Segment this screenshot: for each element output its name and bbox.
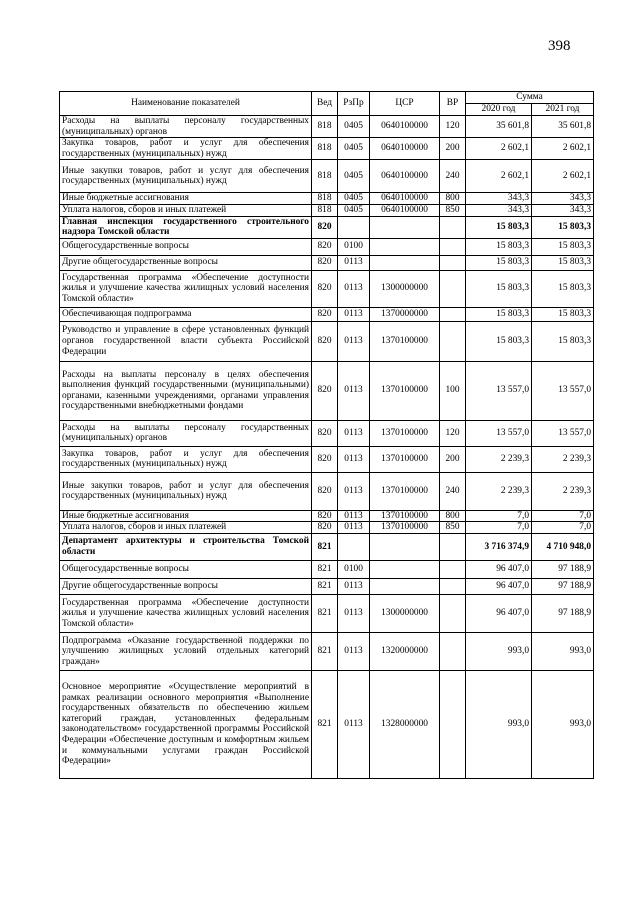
row-csr: 1370100000 — [370, 361, 440, 420]
row-rzpr: 0113 — [338, 270, 370, 307]
table-row — [60, 255, 594, 270]
row-name: Другие общегосударственные вопросы — [60, 578, 312, 594]
table-row — [60, 670, 594, 778]
table-row — [60, 446, 594, 472]
row-name: Обеспечивающая подпрограмма — [60, 307, 312, 321]
row-ved: 818 — [312, 193, 338, 205]
row-sum-2021: 15 803,3 — [532, 321, 594, 361]
row-sum-2020: 15 803,3 — [466, 270, 532, 307]
row-sum-2021: 4 710 948,0 — [532, 533, 594, 560]
row-sum-2021: 15 803,3 — [532, 307, 594, 321]
page-number: 398 — [548, 38, 571, 54]
table-row — [60, 216, 594, 238]
row-rzpr: 0113 — [338, 446, 370, 472]
row-ved: 818 — [312, 160, 338, 193]
row-csr — [370, 533, 440, 560]
row-rzpr: 0405 — [338, 193, 370, 205]
row-vr: 100 — [440, 361, 466, 420]
row-name: Уплата налогов, сборов и иных платежей — [60, 522, 312, 534]
row-sum-2020: 96 407,0 — [466, 578, 532, 594]
row-csr: 0640100000 — [370, 160, 440, 193]
row-vr: 240 — [440, 160, 466, 193]
row-name: Государственная программа «Обеспечение доступности жилья и улучшение качества жилищных условий населения Томской области» — [60, 594, 312, 632]
row-sum-2021: 2 602,1 — [532, 160, 594, 193]
row-rzpr: 0113 — [338, 510, 370, 522]
row-rzpr: 0113 — [338, 361, 370, 420]
row-vr — [440, 238, 466, 255]
row-ved: 820 — [312, 472, 338, 510]
table-row — [60, 533, 594, 560]
row-vr — [440, 307, 466, 321]
row-ved: 818 — [312, 138, 338, 160]
table-row — [60, 138, 594, 160]
row-vr — [440, 533, 466, 560]
row-sum-2021: 2 239,3 — [532, 472, 594, 510]
row-name: Иные бюджетные ассигнования — [60, 510, 312, 522]
row-rzpr: 0405 — [338, 204, 370, 216]
row-ved: 820 — [312, 522, 338, 534]
table-row — [60, 160, 594, 193]
row-name: Иные бюджетные ассигнования — [60, 193, 312, 205]
header-sum: Сумма — [466, 92, 594, 104]
row-vr — [440, 270, 466, 307]
row-ved: 818 — [312, 116, 338, 138]
row-rzpr: 0113 — [338, 594, 370, 632]
row-vr — [440, 578, 466, 594]
row-vr — [440, 594, 466, 632]
row-sum-2020: 993,0 — [466, 632, 532, 670]
row-csr — [370, 216, 440, 238]
row-csr: 0640100000 — [370, 193, 440, 205]
row-vr: 800 — [440, 193, 466, 205]
row-sum-2020: 35 601,8 — [466, 116, 532, 138]
row-vr: 850 — [440, 522, 466, 534]
row-rzpr: 0113 — [338, 307, 370, 321]
row-name: Главная инспекция государственного строительного надзора Томской области — [60, 216, 312, 238]
row-rzpr: 0113 — [338, 578, 370, 594]
row-csr: 0640100000 — [370, 138, 440, 160]
row-csr: 1370000000 — [370, 307, 440, 321]
row-vr: 200 — [440, 138, 466, 160]
row-vr: 850 — [440, 204, 466, 216]
row-ved: 820 — [312, 255, 338, 270]
row-csr: 1300000000 — [370, 270, 440, 307]
row-rzpr: 0113 — [338, 321, 370, 361]
row-rzpr — [338, 216, 370, 238]
table-row — [60, 204, 594, 216]
row-vr — [440, 255, 466, 270]
row-sum-2020: 993,0 — [466, 670, 532, 778]
row-csr: 1370100000 — [370, 510, 440, 522]
row-name: Закупка товаров, работ и услуг для обеспечения государственных (муниципальных) нужд — [60, 138, 312, 160]
table-row — [60, 632, 594, 670]
row-name: Закупка товаров, работ и услуг для обеспечения государственных (муниципальных) нужд — [60, 446, 312, 472]
row-sum-2020: 15 803,3 — [466, 216, 532, 238]
row-sum-2021: 13 557,0 — [532, 361, 594, 420]
row-sum-2020: 15 803,3 — [466, 255, 532, 270]
row-sum-2020: 13 557,0 — [466, 420, 532, 446]
row-name: Общегосударственные вопросы — [60, 238, 312, 255]
row-sum-2020: 15 803,3 — [466, 321, 532, 361]
row-rzpr: 0405 — [338, 138, 370, 160]
row-sum-2021: 7,0 — [532, 510, 594, 522]
row-sum-2021: 97 188,9 — [532, 560, 594, 578]
row-sum-2020: 2 239,3 — [466, 446, 532, 472]
row-ved: 820 — [312, 510, 338, 522]
row-ved: 820 — [312, 321, 338, 361]
row-name: Основное мероприятие «Осуществление мероприятий в рамках реализации основного мероприятия «Выполнение государственных обязательств по обеспечению жильем категорий граждан, установленных федеральным законодательством» государственной программы Российской Федерации «Обеспечение доступным и комфортным жильем и коммунальными услугами граждан Российской Федерации» — [60, 670, 312, 778]
row-vr: 200 — [440, 446, 466, 472]
header-row — [60, 92, 594, 104]
table-row — [60, 472, 594, 510]
row-sum-2021: 993,0 — [532, 670, 594, 778]
table-row — [60, 560, 594, 578]
row-csr — [370, 238, 440, 255]
row-rzpr: 0113 — [338, 522, 370, 534]
row-sum-2021: 15 803,3 — [532, 255, 594, 270]
table-row — [60, 522, 594, 534]
row-ved: 820 — [312, 270, 338, 307]
table-row — [60, 116, 594, 138]
header-year-2021: 2021 год — [532, 104, 594, 116]
row-rzpr: 0113 — [338, 420, 370, 446]
row-rzpr: 0113 — [338, 255, 370, 270]
row-name: Расходы на выплаты персоналу государственных (муниципальных) органов — [60, 420, 312, 446]
row-vr: 120 — [440, 420, 466, 446]
row-name: Государственная программа «Обеспечение доступности жилья и улучшение качества жилищных условий населения Томской области» — [60, 270, 312, 307]
row-ved: 821 — [312, 670, 338, 778]
row-ved: 820 — [312, 420, 338, 446]
row-csr: 1370100000 — [370, 472, 440, 510]
header-year-2020: 2020 год — [466, 104, 532, 116]
table-row — [60, 594, 594, 632]
row-sum-2020: 7,0 — [466, 522, 532, 534]
row-rzpr: 0113 — [338, 632, 370, 670]
table-row — [60, 193, 594, 205]
budget-table — [59, 91, 594, 779]
row-sum-2021: 343,3 — [532, 193, 594, 205]
row-name: Уплата налогов, сборов и иных платежей — [60, 204, 312, 216]
row-rzpr: 0113 — [338, 472, 370, 510]
row-ved: 820 — [312, 216, 338, 238]
row-vr: 120 — [440, 116, 466, 138]
row-name: Подпрограмма «Оказание государственной поддержки по улучшению жилищных условий отдельных категорий граждан» — [60, 632, 312, 670]
row-sum-2020: 3 716 374,9 — [466, 533, 532, 560]
row-sum-2021: 13 557,0 — [532, 420, 594, 446]
row-sum-2021: 15 803,3 — [532, 270, 594, 307]
row-sum-2021: 97 188,9 — [532, 594, 594, 632]
row-name: Расходы на выплаты персоналу государственных (муниципальных) органов — [60, 116, 312, 138]
row-sum-2021: 35 601,8 — [532, 116, 594, 138]
table-row — [60, 307, 594, 321]
row-ved: 820 — [312, 361, 338, 420]
row-name: Другие общегосударственные вопросы — [60, 255, 312, 270]
row-sum-2020: 15 803,3 — [466, 307, 532, 321]
table-row — [60, 321, 594, 361]
table-row — [60, 361, 594, 420]
row-sum-2021: 97 188,9 — [532, 578, 594, 594]
table-row — [60, 238, 594, 255]
row-ved: 820 — [312, 238, 338, 255]
row-ved: 820 — [312, 307, 338, 321]
row-sum-2020: 2 239,3 — [466, 472, 532, 510]
row-csr: 0640100000 — [370, 204, 440, 216]
row-rzpr: 0100 — [338, 560, 370, 578]
row-sum-2020: 343,3 — [466, 193, 532, 205]
row-vr: 240 — [440, 472, 466, 510]
row-sum-2020: 15 803,3 — [466, 238, 532, 255]
row-sum-2020: 7,0 — [466, 510, 532, 522]
row-sum-2020: 2 602,1 — [466, 138, 532, 160]
table-row — [60, 510, 594, 522]
row-vr — [440, 670, 466, 778]
table-row — [60, 420, 594, 446]
row-sum-2021: 343,3 — [532, 204, 594, 216]
row-vr: 800 — [440, 510, 466, 522]
row-sum-2020: 2 602,1 — [466, 160, 532, 193]
row-rzpr: 0100 — [338, 238, 370, 255]
row-name: Иные закупки товаров, работ и услуг для обеспечения государственных (муниципальных) нужд — [60, 160, 312, 193]
row-vr — [440, 321, 466, 361]
header-vr: ВР — [440, 92, 466, 116]
row-ved: 821 — [312, 533, 338, 560]
row-name: Иные закупки товаров, работ и услуг для обеспечения государственных (муниципальных) нужд — [60, 472, 312, 510]
row-vr — [440, 560, 466, 578]
row-sum-2020: 13 557,0 — [466, 361, 532, 420]
row-name: Департамент архитектуры и строительства Томской области — [60, 533, 312, 560]
row-sum-2020: 343,3 — [466, 204, 532, 216]
row-vr — [440, 216, 466, 238]
row-csr — [370, 578, 440, 594]
row-ved: 821 — [312, 578, 338, 594]
row-csr: 1328000000 — [370, 670, 440, 778]
header-csr: ЦСР — [370, 92, 440, 116]
row-rzpr: 0405 — [338, 160, 370, 193]
row-sum-2021: 15 803,3 — [532, 216, 594, 238]
row-sum-2021: 2 602,1 — [532, 138, 594, 160]
table-row — [60, 270, 594, 307]
row-ved: 818 — [312, 204, 338, 216]
row-ved: 821 — [312, 632, 338, 670]
row-name: Расходы на выплаты персоналу в целях обеспечения выполнения функций государственными (муниципальными) органами, казенными учреждениями, органами управления государственными внебюджетными фондами — [60, 361, 312, 420]
row-sum-2021: 993,0 — [532, 632, 594, 670]
row-sum-2021: 7,0 — [532, 522, 594, 534]
row-csr: 1370100000 — [370, 522, 440, 534]
row-rzpr — [338, 533, 370, 560]
row-csr: 0640100000 — [370, 116, 440, 138]
row-csr — [370, 560, 440, 578]
row-sum-2020: 96 407,0 — [466, 560, 532, 578]
row-csr: 1300000000 — [370, 594, 440, 632]
row-name: Общегосударственные вопросы — [60, 560, 312, 578]
row-ved: 821 — [312, 594, 338, 632]
row-csr: 1370100000 — [370, 420, 440, 446]
row-sum-2021: 15 803,3 — [532, 238, 594, 255]
row-sum-2021: 2 239,3 — [532, 446, 594, 472]
row-rzpr: 0113 — [338, 670, 370, 778]
row-csr — [370, 255, 440, 270]
row-csr: 1320000000 — [370, 632, 440, 670]
row-name: Руководство и управление в сфере установленных функций органов государственной власти субъекта Российской Федерации — [60, 321, 312, 361]
row-sum-2020: 96 407,0 — [466, 594, 532, 632]
header-rzpr: РзПр — [338, 92, 370, 116]
header-name: Наименование показателей — [60, 92, 312, 116]
row-ved: 820 — [312, 446, 338, 472]
row-rzpr: 0405 — [338, 116, 370, 138]
table-row — [60, 578, 594, 594]
row-vr — [440, 632, 466, 670]
row-ved: 821 — [312, 560, 338, 578]
row-csr: 1370100000 — [370, 446, 440, 472]
header-ved: Вед — [312, 92, 338, 116]
row-csr: 1370100000 — [370, 321, 440, 361]
